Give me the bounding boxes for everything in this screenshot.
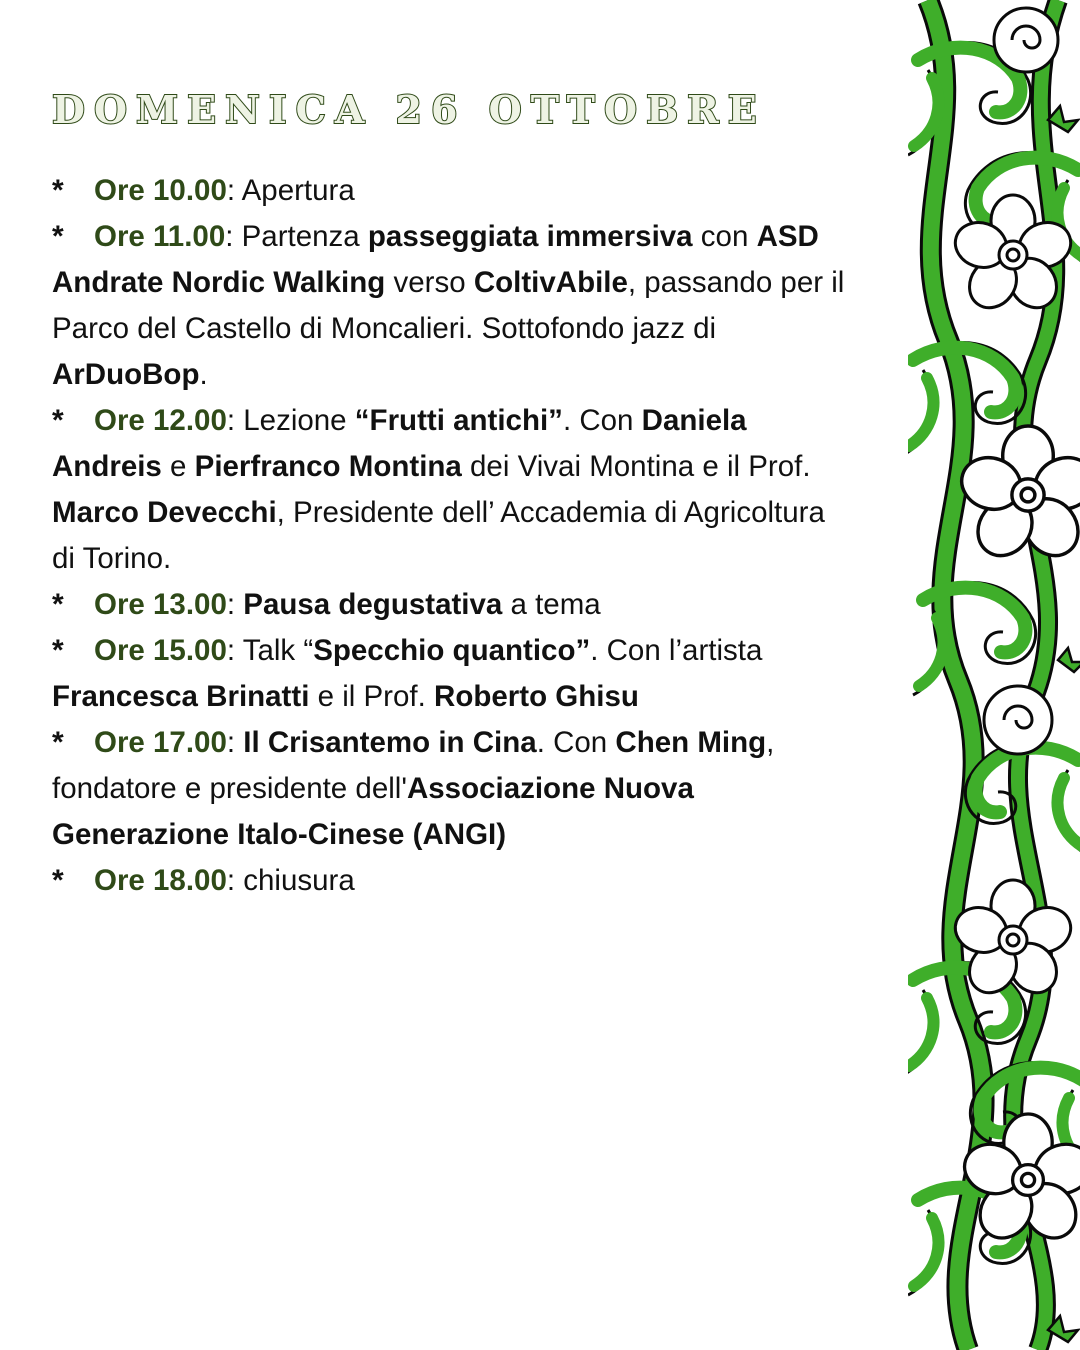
floral-border [908, 0, 1080, 1350]
entry-time: Ore 18.00 [94, 864, 227, 897]
entry-highlight: Francesca Brinatti [52, 680, 310, 713]
program-entry-1800 [52, 858, 852, 904]
entry-highlight: Il Crisantemo in Cina [243, 726, 537, 759]
entry-text: , passando per il Parco del Castello di Moncalieri. Sottofondo jazz di [52, 266, 845, 345]
entry-highlight: Pierfranco Montina [194, 450, 462, 483]
entry-text: dei Vivai Montina e il Prof. [461, 450, 811, 483]
asterisk-icon: * [52, 174, 64, 207]
entry-text: : Partenza [225, 220, 368, 253]
entry-text: : chiusura [226, 864, 355, 897]
asterisk-icon: * [52, 864, 64, 897]
program-list [52, 168, 852, 904]
entry-text: verso [385, 266, 474, 299]
entry-text: : [226, 588, 244, 621]
entry-text: a tema [502, 588, 601, 621]
entry-text: . Con l’artista [590, 634, 763, 667]
entry-highlight: ArDuoBop [52, 358, 200, 391]
entry-time: Ore 13.00 [94, 588, 227, 621]
asterisk-icon: * [52, 634, 64, 667]
entry-highlight: passeggiata immersiva [367, 220, 693, 253]
entry-time: Ore 12.00 [94, 404, 227, 437]
program-entry-1000 [52, 168, 852, 214]
entry-text: , fondatore e presidente dell' [52, 726, 775, 805]
entry-highlight: Daniela Andreis [52, 404, 747, 483]
entry-highlight: ColtivAbile [473, 266, 628, 299]
program-entry-1200 [52, 398, 852, 582]
entry-text: . Con [536, 726, 616, 759]
asterisk-icon: * [52, 220, 64, 253]
entry-highlight: Roberto Ghisu [434, 680, 639, 713]
asterisk-icon: * [52, 588, 64, 621]
entry-text: e il Prof. [309, 680, 435, 713]
entry-text: : Lezione [226, 404, 355, 437]
entry-highlight: Specchio quantico” [313, 634, 591, 667]
entry-text: : Talk “ [226, 634, 314, 667]
entry-text: : Apertura [226, 174, 355, 207]
program-entry-1700 [52, 720, 852, 858]
entry-highlight: “Frutti antichi” [354, 404, 563, 437]
asterisk-icon: * [52, 726, 64, 759]
entry-text: . Con [562, 404, 642, 437]
entry-highlight: Pausa degustativa [243, 588, 503, 621]
program-entry-1100 [52, 214, 852, 398]
entry-text: : [226, 726, 244, 759]
entry-text: con [692, 220, 757, 253]
entry-highlight: Chen Ming [615, 726, 767, 759]
entry-highlight: Associazione Nuova Generazione Italo-Cinese (ANGI) [52, 772, 694, 851]
entry-highlight: ASD Andrate Nordic Walking [52, 220, 819, 299]
entry-time: Ore 17.00 [94, 726, 227, 759]
program-entry-1300 [52, 582, 852, 628]
asterisk-icon: * [52, 404, 64, 437]
entry-text: , Presidente dell’ Accademia di Agricoltura di Torino. [52, 496, 825, 575]
program-entry-1500 [52, 628, 852, 720]
entry-time: Ore 15.00 [94, 634, 227, 667]
page-title: DOMENICA 26 OTTOBRE [52, 87, 766, 133]
floral-pattern-icon [908, 0, 1080, 1350]
entry-time: Ore 10.00 [94, 174, 227, 207]
entry-text: e [161, 450, 195, 483]
entry-text: . [199, 358, 208, 391]
entry-highlight: Marco Devecchi [52, 496, 277, 529]
entry-time: Ore 11.00 [94, 220, 226, 253]
